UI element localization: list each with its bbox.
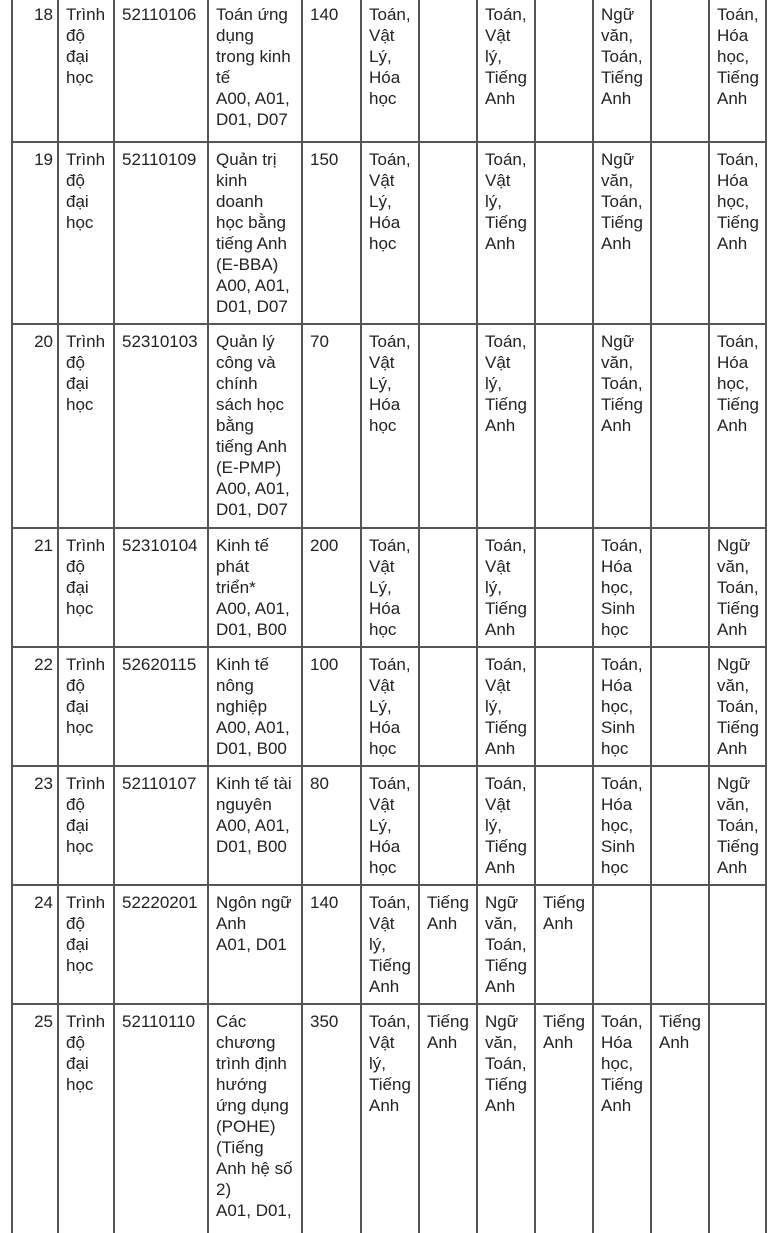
quota-cell: 140 xyxy=(301,884,360,1003)
subject-group-3-cell: Ngữ văn, Toán, Tiếng Anh xyxy=(592,0,650,141)
priority-subject-1-cell: Tiếng Anh xyxy=(418,884,476,1003)
priority-subject-1-cell xyxy=(418,646,476,765)
subject-group-4-cell: Ngữ văn, Toán, Tiếng Anh xyxy=(708,646,767,765)
subject-group-3-cell: Ngữ văn, Toán, Tiếng Anh xyxy=(592,323,650,527)
quota-cell: 200 xyxy=(301,527,360,646)
subject-group-3-cell: Toán, Hóa học, Sinh học xyxy=(592,527,650,646)
priority-subject-3-cell xyxy=(650,646,708,765)
row-number-cell: 20 xyxy=(11,323,57,527)
table-row xyxy=(11,0,767,141)
major-name-cell: Quản trị kinh doanh học bằng tiếng Anh (E-BBA) A00, A01, D01, D07 xyxy=(207,141,301,323)
priority-subject-3-cell xyxy=(650,527,708,646)
priority-subject-3-cell xyxy=(650,323,708,527)
major-name-cell: Toán ứng dụng trong kinh tế A00, A01, D01, D07 xyxy=(207,0,301,141)
subject-group-3-cell xyxy=(592,884,650,1003)
subject-group-4-cell: Ngữ văn, Toán, Tiếng Anh xyxy=(708,765,767,884)
priority-subject-1-cell xyxy=(418,527,476,646)
subject-group-4-cell: Toán, Hóa học, Tiếng Anh xyxy=(708,0,767,141)
level-cell: Trình độ đại học xyxy=(57,1003,113,1233)
priority-subject-2-cell: Tiếng Anh xyxy=(534,1003,592,1233)
subject-group-4-cell: Toán, Hóa học, Tiếng Anh xyxy=(708,323,767,527)
subject-group-2-cell: Toán, Vật lý, Tiếng Anh xyxy=(476,646,534,765)
subject-group-1-cell: Toán, Vật Lý, Hóa học xyxy=(360,765,418,884)
major-name-cell: Quản lý công và chính sách học bằng tiếng Anh (E-PMP) A00, A01, D01, D07 xyxy=(207,323,301,527)
subject-group-2-cell: Ngữ văn, Toán, Tiếng Anh xyxy=(476,1003,534,1233)
subject-group-3-cell: Ngữ văn, Toán, Tiếng Anh xyxy=(592,141,650,323)
major-name-cell: Ngôn ngữ Anh A01, D01 xyxy=(207,884,301,1003)
priority-subject-1-cell xyxy=(418,0,476,141)
major-code-cell: 52220201 xyxy=(113,884,207,1003)
priority-subject-1-cell xyxy=(418,141,476,323)
subject-group-2-cell: Toán, Vật lý, Tiếng Anh xyxy=(476,527,534,646)
level-cell: Trình độ đại học xyxy=(57,765,113,884)
admissions-table xyxy=(11,0,767,1233)
table-row xyxy=(11,527,767,646)
subject-group-3-cell: Toán, Hóa học, Sinh học xyxy=(592,765,650,884)
quota-cell: 70 xyxy=(301,323,360,527)
major-code-cell: 52310103 xyxy=(113,323,207,527)
priority-subject-1-cell xyxy=(418,323,476,527)
priority-subject-2-cell xyxy=(534,141,592,323)
row-number-cell: 25 xyxy=(11,1003,57,1233)
row-number-cell: 24 xyxy=(11,884,57,1003)
priority-subject-3-cell: Tiếng Anh xyxy=(650,1003,708,1233)
subject-group-4-cell: Ngữ văn, Toán, Tiếng Anh xyxy=(708,527,767,646)
table-row xyxy=(11,884,767,1003)
quota-cell: 80 xyxy=(301,765,360,884)
level-cell: Trình độ đại học xyxy=(57,0,113,141)
major-name-cell: Kinh tế tài nguyên A00, A01, D01, B00 xyxy=(207,765,301,884)
quota-cell: 350 xyxy=(301,1003,360,1233)
subject-group-1-cell: Toán, Vật lý, Tiếng Anh xyxy=(360,1003,418,1233)
subject-group-3-cell: Toán, Hóa học, Sinh học xyxy=(592,646,650,765)
priority-subject-3-cell xyxy=(650,0,708,141)
table-row xyxy=(11,323,767,527)
row-number-cell: 22 xyxy=(11,646,57,765)
subject-group-4-cell: Toán, Hóa học, Tiếng Anh xyxy=(708,141,767,323)
table-row xyxy=(11,765,767,884)
subject-group-2-cell: Toán, Vật lý, Tiếng Anh xyxy=(476,323,534,527)
priority-subject-1-cell xyxy=(418,765,476,884)
priority-subject-2-cell xyxy=(534,646,592,765)
major-name-cell: Kinh tế phát triển* A00, A01, D01, B00 xyxy=(207,527,301,646)
subject-group-3-cell: Toán, Hóa học, Tiếng Anh xyxy=(592,1003,650,1233)
priority-subject-2-cell xyxy=(534,527,592,646)
subject-group-4-cell xyxy=(708,884,767,1003)
level-cell: Trình độ đại học xyxy=(57,646,113,765)
priority-subject-3-cell xyxy=(650,765,708,884)
quota-cell: 150 xyxy=(301,141,360,323)
major-code-cell: 52110109 xyxy=(113,141,207,323)
quota-cell: 140 xyxy=(301,0,360,141)
table-row xyxy=(11,646,767,765)
subject-group-1-cell: Toán, Vật Lý, Hóa học xyxy=(360,141,418,323)
table-row xyxy=(11,1003,767,1233)
priority-subject-3-cell xyxy=(650,141,708,323)
subject-group-2-cell: Ngữ văn, Toán, Tiếng Anh xyxy=(476,884,534,1003)
subject-group-1-cell: Toán, Vật Lý, Hóa học xyxy=(360,527,418,646)
major-name-cell: Các chương trình định hướng ứng dụng (POHE) (Tiếng Anh hệ số 2) A01, D01, xyxy=(207,1003,301,1233)
priority-subject-2-cell xyxy=(534,765,592,884)
priority-subject-3-cell xyxy=(650,884,708,1003)
row-number-cell: 19 xyxy=(11,141,57,323)
priority-subject-2-cell xyxy=(534,0,592,141)
row-number-cell: 18 xyxy=(11,0,57,141)
priority-subject-2-cell: Tiếng Anh xyxy=(534,884,592,1003)
subject-group-2-cell: Toán, Vật lý, Tiếng Anh xyxy=(476,0,534,141)
quota-cell: 100 xyxy=(301,646,360,765)
priority-subject-2-cell xyxy=(534,323,592,527)
subject-group-1-cell: Toán, Vật Lý, Hóa học xyxy=(360,323,418,527)
major-code-cell: 52110107 xyxy=(113,765,207,884)
major-code-cell: 52310104 xyxy=(113,527,207,646)
subject-group-1-cell: Toán, Vật Lý, Hóa học xyxy=(360,0,418,141)
priority-subject-1-cell: Tiếng Anh xyxy=(418,1003,476,1233)
row-number-cell: 21 xyxy=(11,527,57,646)
table-row xyxy=(11,141,767,323)
subject-group-1-cell: Toán, Vật Lý, Hóa học xyxy=(360,646,418,765)
subject-group-2-cell: Toán, Vật lý, Tiếng Anh xyxy=(476,765,534,884)
subject-group-2-cell: Toán, Vật lý, Tiếng Anh xyxy=(476,141,534,323)
major-code-cell: 52110110 xyxy=(113,1003,207,1233)
level-cell: Trình độ đại học xyxy=(57,527,113,646)
major-code-cell: 52620115 xyxy=(113,646,207,765)
subject-group-1-cell: Toán, Vật lý, Tiếng Anh xyxy=(360,884,418,1003)
row-number-cell: 23 xyxy=(11,765,57,884)
level-cell: Trình độ đại học xyxy=(57,323,113,527)
level-cell: Trình độ đại học xyxy=(57,141,113,323)
level-cell: Trình độ đại học xyxy=(57,884,113,1003)
major-code-cell: 52110106 xyxy=(113,0,207,141)
subject-group-4-cell xyxy=(708,1003,767,1233)
major-name-cell: Kinh tế nông nghiệp A00, A01, D01, B00 xyxy=(207,646,301,765)
